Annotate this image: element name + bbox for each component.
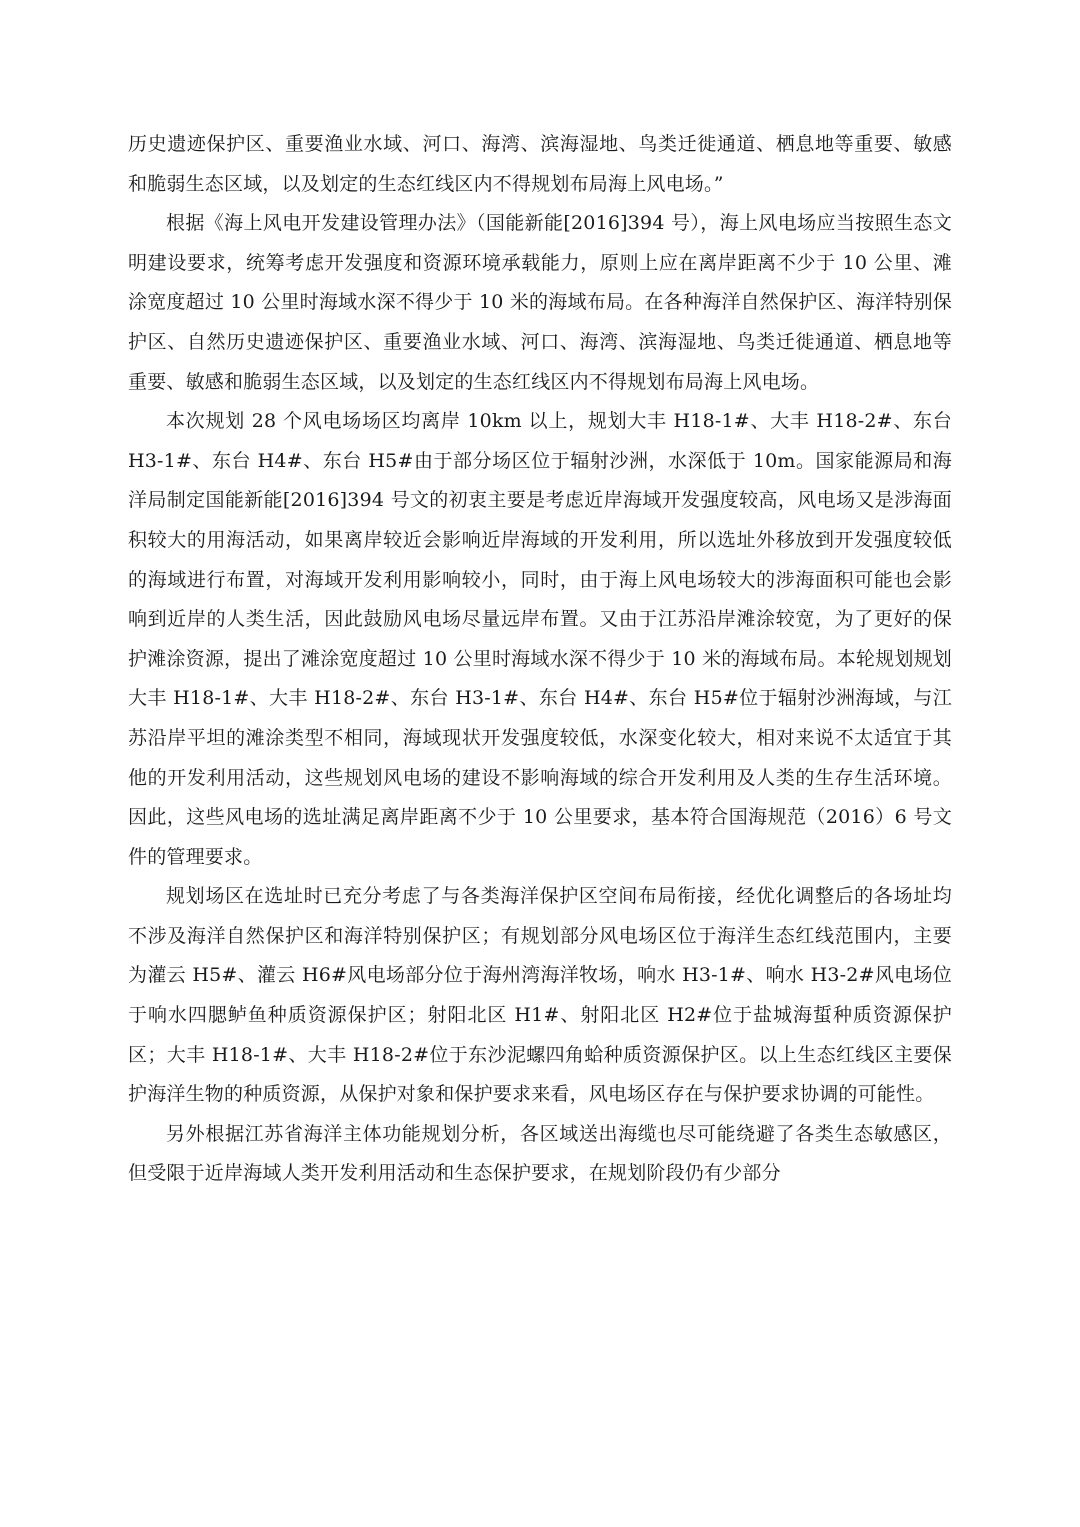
paragraph-continued: 历史遗迹保护区、重要渔业水域、河口、海湾、滨海湿地、鸟类迁徙通道、栖息地等重要、敏感和脆弱生态区域，以及划定的生态红线区内不得规划布局海上风电场。” [128,133,952,195]
body-text [128,125,952,1194]
paragraph-cables: 另外根据江苏省海洋主体功能规划分析，各区域送出海缆也尽可能绕避了各类生态敏感区，但受限于近岸海域人类开发利用活动和生态保护要求，在规划阶段仍有少部分 [128,1122,952,1185]
paragraph-protected-areas: 规划场区在选址时已充分考虑了与各类海洋保护区空间布局衔接，经优化调整后的各场址均不涉及海洋自然保护区和海洋特别保护区；有规划部分风电场区位于海洋生态红线范围内，主要为灌云 H5#、灌云 H6#风电场部分位于海州湾海洋牧场，响水 H3-1#、响水 H3-2#风电场位于响水四腮鲈鱼种质资源保护区；射阳北区 H1#、射阳北区 H2#位于盐城海蜇种质资源保护区；大丰 H18-1#、大丰 H18-2#位于东沙泥螺四角蛤种质资源保护区。以上生态红线区主要保护海洋生物的种质资源，从保护对象和保护要求来看，风电场区存在与保护要求协调的可能性。 [128,885,952,1106]
paragraph-planning-sites: 本次规划 28 个风电场场区均离岸 10km 以上，规划大丰 H18-1#、大丰 H18-2#、东台 H3-1#、东台 H4#、东台 H5#由于部分场区位于辐射沙洲，水深低于 10m。国家能源局和海洋局制定国能新能[2016]394 号文的初衷主要是考虑近岸海域开发强度较高，风电场又是涉海面积较大的用海活动，如果离岸较近会影响近岸海域的开发利用，所以选址外移放到开发强度较低的海域进行布置，对海域开发利用影响较小，同时，由于海上风电场较大的涉海面积可能也会影响到近岸的人类生活，因此鼓励风电场尽量远岸布置。又由于江苏沿岸滩涂较宽，为了更好的保护滩涂资源，提出了滩涂宽度超过 10 公里时海域水深不得少于 10 米的海域布局。本轮规划规划大丰 H18-1#、大丰 H18-2#、东台 H3-1#、东台 H4#、东台 H5#位于辐射沙洲海域，与江苏沿岸平坦的滩涂类型不相同，海域现状开发强度较低，水深变化较大，相对来说不太适宜于其他的开发利用活动，这些规划风电场的建设不影响海域的综合开发利用及人类的生存生活环境。因此，这些风电场的选址满足离岸距离不少于 10 公里要求，基本符合国海规范（2016）6 号文件的管理要求。 [128,410,952,868]
paragraph-management-measures: 根据《海上风电开发建设管理办法》（国能新能[2016]394 号），海上风电场应当按照生态文明建设要求，统筹考虑开发强度和资源环境承载能力，原则上应在离岸距离不少于 10 公里、滩涂宽度超过 10 公里时海域水深不得少于 10 米的海域布局。在各种海洋自然保护区、海洋特别保护区、自然历史遗迹保护区、重要渔业水域、河口、海湾、滨海湿地、鸟类迁徙通道、栖息地等重要、敏感和脆弱生态区域，以及划定的生态红线区内不得规划布局海上风电场。 [128,212,952,393]
